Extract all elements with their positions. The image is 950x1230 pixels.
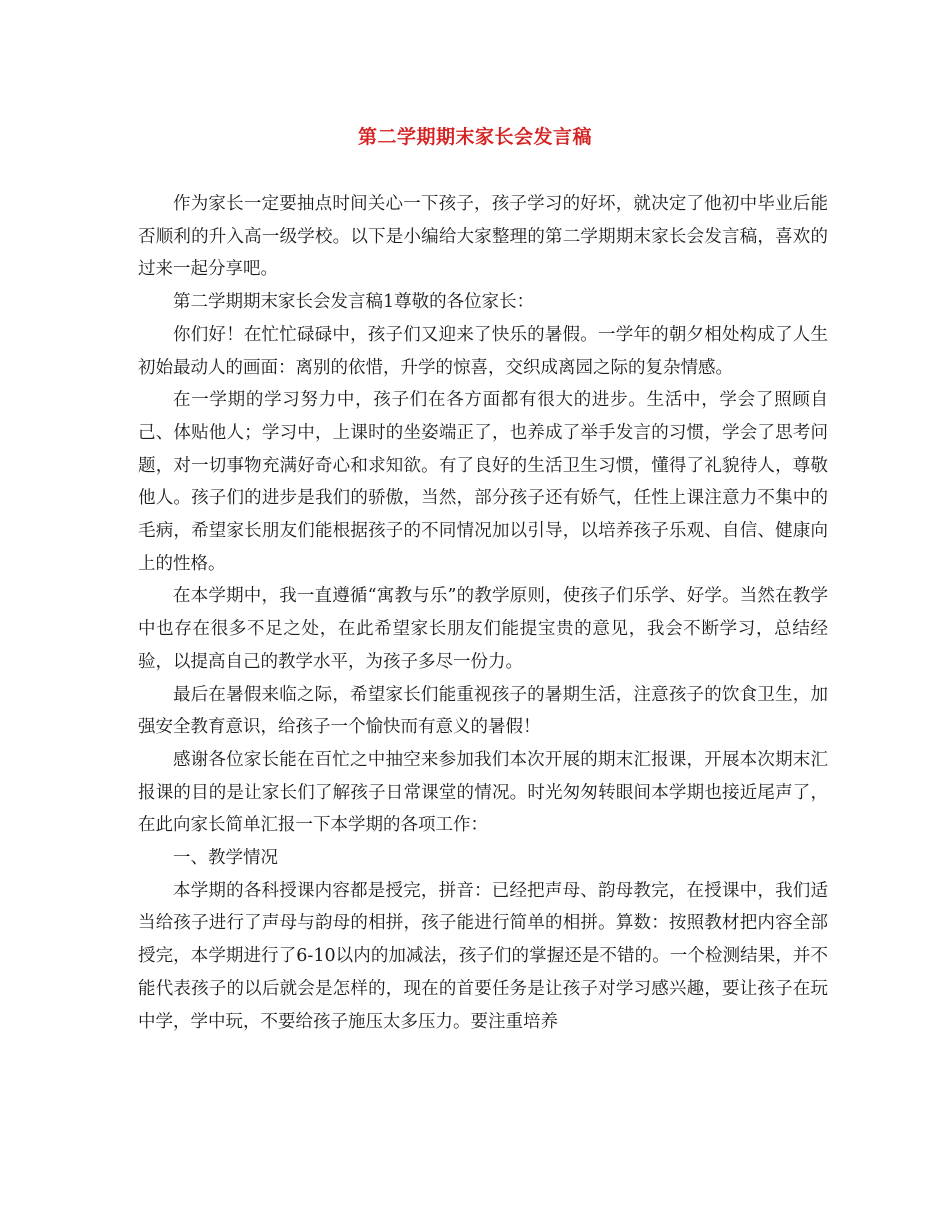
paragraph-greeting: 你们好！在忙忙碌碌中，孩子们又迎来了快乐的暑假。一学年的朝夕相处构成了人生初始最动人的画面：离别的依惜，升学的惊喜，交织成离园之际的复杂情感。 [138,324,828,378]
paragraph-progress: 在一学期的学习努力中，孩子们在各方面都有很大的进步。生活中，学会了照顾自己、体贴他人；学习中，上课时的坐姿端正了，也养成了举手发言的习惯，学会了思考问题，对一切事物充满好奇心和求知欲。有了良好的生活卫生习惯，懂得了礼貌待人，尊敬他人。孩子们的进步是我们的骄傲，当然，部分孩子还有娇气，任性上课注意力不集中的毛病，希望家长朋友们能根据孩子的不同情况加以引导，以培养孩子乐观、自信、健康向上的性格。 [138,390,828,574]
paragraph-teaching-details: 本学期的各科授课内容都是授完，拼音：已经把声母、韵母教完，在授课中，我们适当给孩子进行了声母与韵母的相拼，孩子能进行简单的相拼。算数：按照教材把内容全部授完，本学期进行了6-10以内的加减法，孩子们的掌握还是不错的。一个检测结果，并不能代表孩子的以后就会是怎样的，现在的首要任务是让孩子对学习感兴趣，要让孩子在玩中学，学中玩，不要给孩子施压太多压力。要注重培养 [138,880,828,1032]
document-title: 第二学期期末家长会发言稿 [357,126,592,148]
paragraph-thanks: 感谢各位家长能在百忙之中抽空来参加我们本次开展的期末汇报课，开展本次期末汇报课的目的是让家长们了解孩子日常课堂的情况。时光匆匆转眼间本学期也接近尾声了，在此向家长简单汇报一下本学期的各项工作： [138,749,828,836]
paragraph-speech-heading: 第二学期期末家长会发言稿1尊敬的各位家长： [173,292,535,313]
paragraph-teaching-principle: 在本学期中，我一直遵循“寓教与乐”的教学原则，使孩子们乐学、好学。当然在教学中也存在很多不足之处，在此希望家长朋友们能提宝贵的意见，我会不断学习，总结经验，以提高自己的教学水平，为孩子多尽一份力。 [138,586,828,672]
paragraph-intro: 作为家长一定要抽点时间关心一下孩子，孩子学习的好坏，就决定了他初中毕业后能否顺利的升入高一级学校。以下是小编给大家整理的第二学期期末家长会发言稿，喜欢的过来一起分享吧。 [138,194,828,280]
section-heading-teaching: 一、教学情况 [173,848,278,869]
document-body [138,188,828,1038]
paragraph-summer: 最后在暑假来临之际，希望家长们能重视孩子的暑期生活，注意孩子的饮食卫生，加强安全教育意识，给孩子一个愉快而有意义的暑假！ [138,684,828,738]
